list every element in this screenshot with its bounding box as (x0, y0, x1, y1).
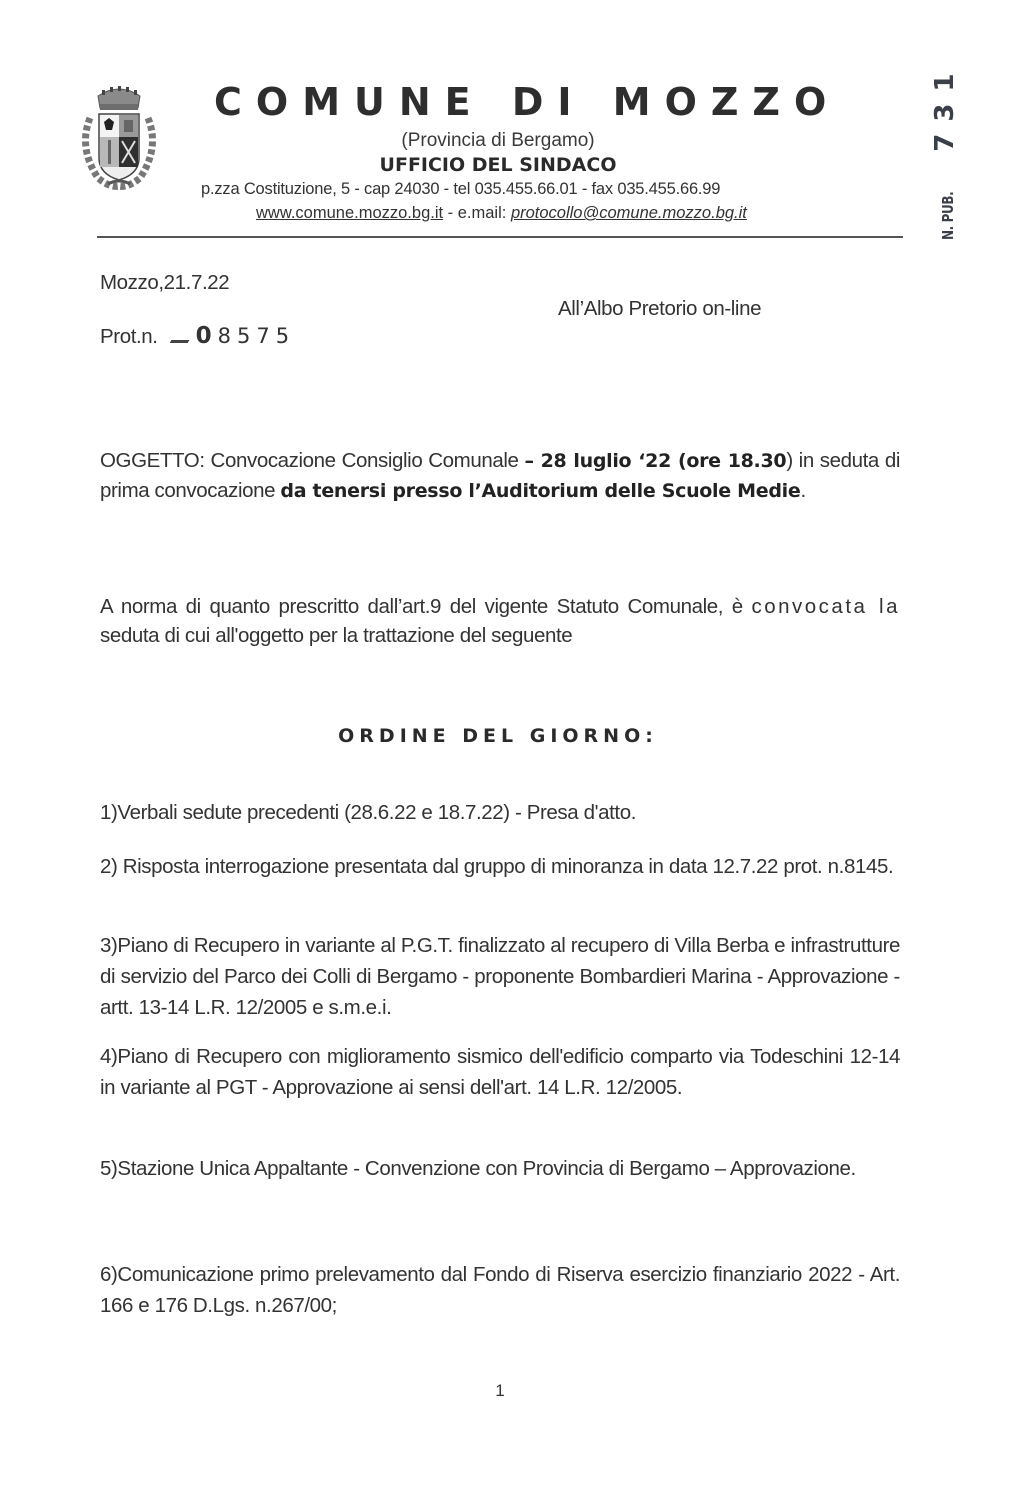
subject-text-2: ) in seduta di prima convocazione (100, 449, 900, 502)
agenda-item: 5)Stazione Unica Appaltante - Convenzione con Provincia di Bergamo – Approvazione. (100, 1157, 856, 1180)
stamp-label: N. PUB. (939, 191, 957, 240)
place-date: Mozzo,21.7.22 (100, 271, 230, 294)
intro-text-2: seduta di cui all'oggetto per la trattazione del seguente (100, 624, 573, 647)
agenda-item: 3)Piano di Recupero in variante al P.G.T. finalizzato al recupero di Villa Berba e infrastrutture di servizio del Parco dei Colli di Bergamo - proponente Bombardieri Marina - Approvazione - artt. 13-14 L.R. 12/2005 e s.m.e.i. (100, 934, 900, 1019)
protocol-number (196, 324, 295, 348)
handwritten-mark (169, 335, 192, 343)
publication-stamp (930, 56, 960, 246)
agenda-item: 4)Piano di Recupero con miglioramento sismico dell'edificio comparto via Todeschini 12-14 in variante al PGT - Approvazione ai sensi dell'art. 14 L.R. 12/2005. (100, 1045, 900, 1099)
page-number: 1 (495, 1381, 505, 1400)
header-divider (97, 236, 903, 238)
intro-text: A norma di quanto prescritto dall’art.9 del vigente Statuto Comunale, è (100, 595, 752, 618)
subject-date: – 28 luglio ‘22 (ore 18.30 (524, 450, 787, 472)
agenda-item: 1)Verbali sedute precedenti (28.6.22 e 18.7.22) - Presa d'atto. (100, 801, 636, 824)
protocol-label: Prot.n. (100, 325, 158, 348)
protocol-line (100, 323, 295, 349)
subject-end: . (800, 479, 806, 502)
email-link[interactable]: protocollo@comune.mozzo.bg.it (510, 204, 747, 222)
intro-paragraph (100, 592, 900, 650)
contact-line (256, 204, 747, 223)
subject-paragraph (100, 446, 900, 506)
office-name: UFFICIO DEL SINDACO (379, 154, 617, 176)
subject-text: OGGETTO: Convocazione Consiglio Comunale (100, 449, 525, 472)
subject-location: da tenersi presso l’Auditorium delle Scuole Medie (280, 480, 801, 502)
agenda-heading: ORDINE DEL GIORNO: (338, 725, 658, 747)
address-line: p.zza Costituzione, 5 - cap 24030 - tel 035.455.66.01 - fax 035.455.66.99 (201, 180, 721, 198)
protocol-number-first: 0 (195, 323, 218, 349)
agenda-item: 2) Risposta interrogazione presentata dal gruppo di minoranza in data 12.7.22 prot. n.8145. (100, 855, 894, 878)
agenda-item: 6)Comunicazione primo prelevamento dal Fondo di Riserva esercizio finanziario 2022 - Art. 166 e 176 D.Lgs. n.267/00; (100, 1263, 900, 1317)
municipality-title: COMUNE DI MOZZO (214, 80, 841, 124)
email-label: - e.mail: (443, 204, 511, 222)
website-link[interactable]: www.comune.mozzo.bg.it (256, 204, 444, 222)
province-label: (Provincia di Bergamo) (401, 130, 595, 151)
intro-text-spaced: convocata la (751, 595, 900, 618)
protocol-number-rest: 8575 (217, 324, 296, 348)
recipient: All’Albo Pretorio on-line (558, 297, 762, 320)
stamp-number: 731 (930, 61, 960, 152)
